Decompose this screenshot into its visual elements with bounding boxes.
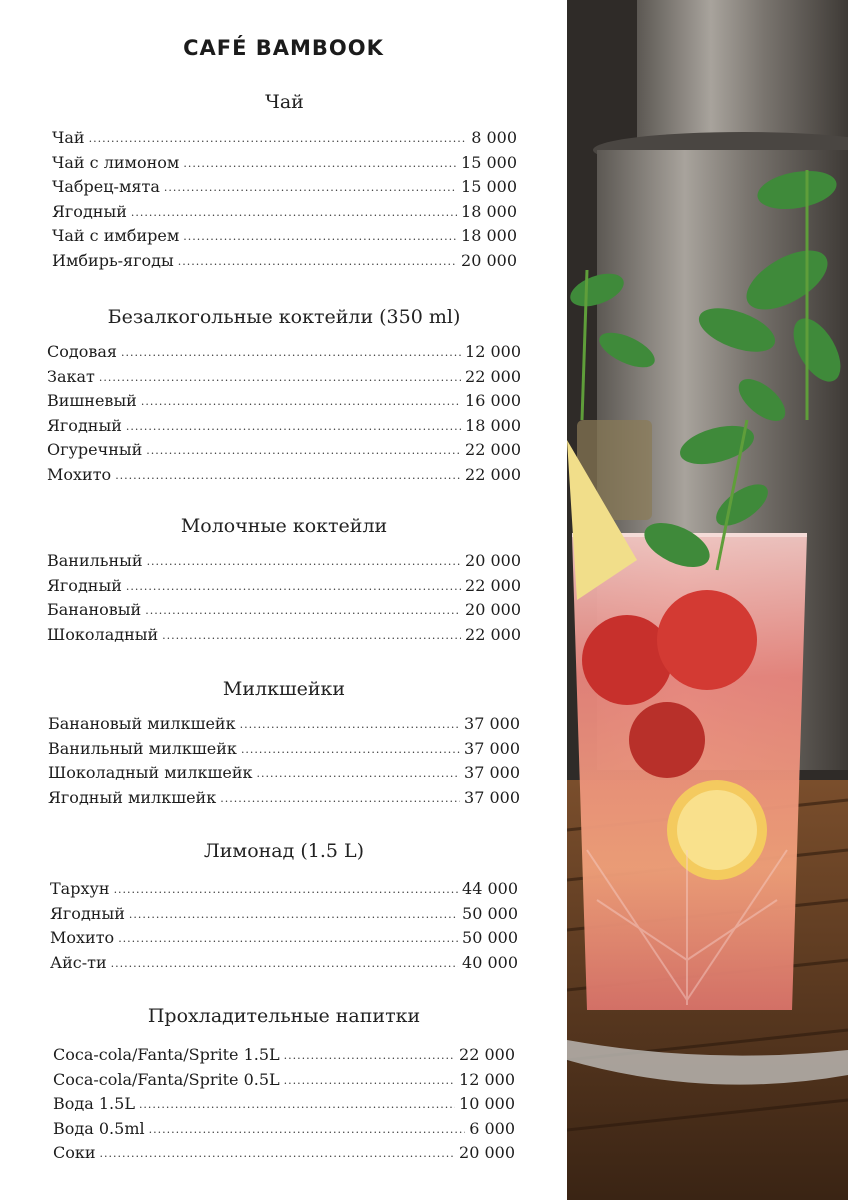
item-price: 22 000 (459, 1045, 515, 1064)
item-price: 10 000 (459, 1094, 515, 1114)
item-name: Ягодный (47, 575, 122, 595)
item-price: 40 000 (462, 952, 518, 972)
item-name: Coca-cola/Fanta/Sprite 0.5L (53, 1069, 280, 1089)
list-item (50, 926, 518, 951)
item-price: 15 000 (461, 177, 517, 197)
item-name: Закат (47, 366, 95, 386)
item-price: 18 000 (461, 201, 517, 221)
item-price: 8 000 (471, 128, 517, 147)
dot-leader (89, 125, 468, 152)
cafe-brand-title: CAFÉ BAMBOOK (183, 36, 384, 60)
list-item (52, 200, 517, 225)
item-price: 22 000 (465, 464, 521, 484)
item-name: Соки (53, 1143, 96, 1163)
item-name: Шоколадный (47, 624, 159, 644)
list-item (47, 549, 521, 574)
dot-leader (139, 1091, 455, 1118)
dot-leader (284, 1067, 455, 1094)
item-name: Мохито (50, 928, 115, 948)
item-price: 37 000 (464, 763, 520, 783)
list-item (53, 1043, 515, 1068)
item-name: Содовая (47, 342, 117, 361)
list-item (47, 438, 521, 463)
list-item (48, 761, 520, 786)
item-name: Ванильный милкшейк (48, 738, 237, 758)
list-item (53, 1092, 515, 1117)
item-price: 20 000 (459, 1143, 515, 1163)
list-item (47, 389, 521, 414)
item-name: Айс-ти (50, 952, 107, 972)
item-price: 44 000 (462, 879, 518, 898)
section-title: Молочные коктейли (180, 515, 388, 537)
dot-leader (183, 150, 457, 177)
section-title: Лимонад (1.5 L) (203, 840, 365, 862)
item-price: 12 000 (459, 1069, 515, 1089)
item-price: 22 000 (465, 624, 521, 644)
list-item (47, 598, 521, 623)
item-name: Шоколадный милкшейк (48, 763, 253, 783)
drink-photo (567, 0, 848, 1200)
dot-leader (164, 174, 457, 201)
dot-leader (145, 597, 461, 624)
item-name: Ягодный (47, 415, 122, 435)
list-item (53, 1141, 515, 1166)
item-price: 22 000 (465, 575, 521, 595)
item-price: 50 000 (462, 903, 518, 923)
item-name: Ягодный милкшейк (48, 787, 217, 807)
section-milkshakes (48, 676, 520, 810)
dot-leader (118, 925, 458, 952)
list-item (47, 340, 521, 365)
list-item (47, 365, 521, 390)
item-price: 20 000 (465, 551, 521, 570)
item-price: 20 000 (461, 250, 517, 270)
dot-leader (162, 622, 461, 649)
dot-leader (240, 711, 460, 738)
dot-leader (220, 785, 460, 812)
list-item (53, 1068, 515, 1093)
dot-leader (141, 388, 461, 415)
item-price: 16 000 (465, 391, 521, 411)
list-item (50, 902, 518, 927)
dot-leader (183, 223, 457, 250)
item-price: 22 000 (465, 366, 521, 386)
list-item (52, 126, 517, 151)
item-name: Ягодный (52, 201, 127, 221)
list-item (52, 249, 517, 274)
dot-leader (99, 364, 461, 391)
item-price: 37 000 (464, 714, 520, 733)
section-soft-drinks (53, 1003, 515, 1166)
item-name: Coca-cola/Fanta/Sprite 1.5L (53, 1045, 280, 1064)
item-name: Чай с лимоном (52, 152, 180, 172)
list-item (50, 877, 518, 902)
dot-leader (147, 548, 461, 575)
item-name: Банановый милкшейк (48, 714, 236, 733)
list-item (48, 737, 520, 762)
list-item (52, 175, 517, 200)
item-price: 50 000 (462, 928, 518, 948)
item-name: Тархун (50, 879, 110, 898)
list-item (50, 951, 518, 976)
item-name: Банановый (47, 600, 142, 620)
dot-leader (114, 876, 458, 903)
list-item (47, 574, 521, 599)
list-item (47, 623, 521, 648)
item-name: Вода 0.5ml (53, 1118, 145, 1138)
dot-leader (126, 413, 461, 440)
list-item (52, 224, 517, 249)
list-item (47, 463, 521, 488)
dot-leader (241, 736, 460, 763)
section-tea (52, 89, 517, 274)
dot-leader (129, 901, 458, 928)
item-price: 37 000 (464, 738, 520, 758)
item-price: 6 000 (469, 1118, 515, 1138)
item-name: Чабрец-мята (52, 177, 160, 197)
item-name: Вишневый (47, 391, 137, 411)
section-title: Милкшейки (222, 678, 346, 700)
section-title: Безалкогольные коктейли (350 ml) (107, 306, 461, 328)
dot-leader (100, 1140, 455, 1167)
dot-leader (178, 248, 457, 275)
item-price: 18 000 (465, 415, 521, 435)
section-lemonade (50, 838, 518, 975)
list-item (52, 151, 517, 176)
item-name: Мохито (47, 464, 112, 484)
item-price: 37 000 (464, 787, 520, 807)
item-price: 15 000 (461, 152, 517, 172)
list-item (48, 712, 520, 737)
item-price: 20 000 (465, 600, 521, 620)
item-name: Огуречный (47, 440, 143, 460)
item-name: Чай (52, 128, 85, 147)
dot-leader (257, 760, 461, 787)
item-price: 22 000 (465, 440, 521, 460)
dot-leader (121, 339, 461, 366)
item-name: Имбирь-ягоды (52, 250, 174, 270)
section-mocktails (47, 304, 521, 488)
dot-leader (149, 1116, 466, 1143)
section-title: Чай (265, 91, 304, 113)
item-price: 18 000 (461, 226, 517, 246)
list-item (47, 414, 521, 439)
list-item (53, 1117, 515, 1142)
list-item (48, 786, 520, 811)
dot-leader (126, 573, 461, 600)
item-name: Вода 1.5L (53, 1094, 135, 1114)
item-price: 12 000 (465, 342, 521, 361)
dot-leader (115, 462, 461, 489)
dot-leader (284, 1042, 455, 1069)
drink-photo-illustration (567, 0, 848, 1200)
item-name: Ягодный (50, 903, 125, 923)
item-name: Ванильный (47, 551, 143, 570)
section-milk-cocktails (47, 513, 521, 647)
dot-leader (146, 437, 461, 464)
section-title: Прохладительные напитки (147, 1005, 421, 1027)
dot-leader (131, 199, 457, 226)
dot-leader (111, 950, 458, 977)
item-name: Чай с имбирем (52, 226, 180, 246)
